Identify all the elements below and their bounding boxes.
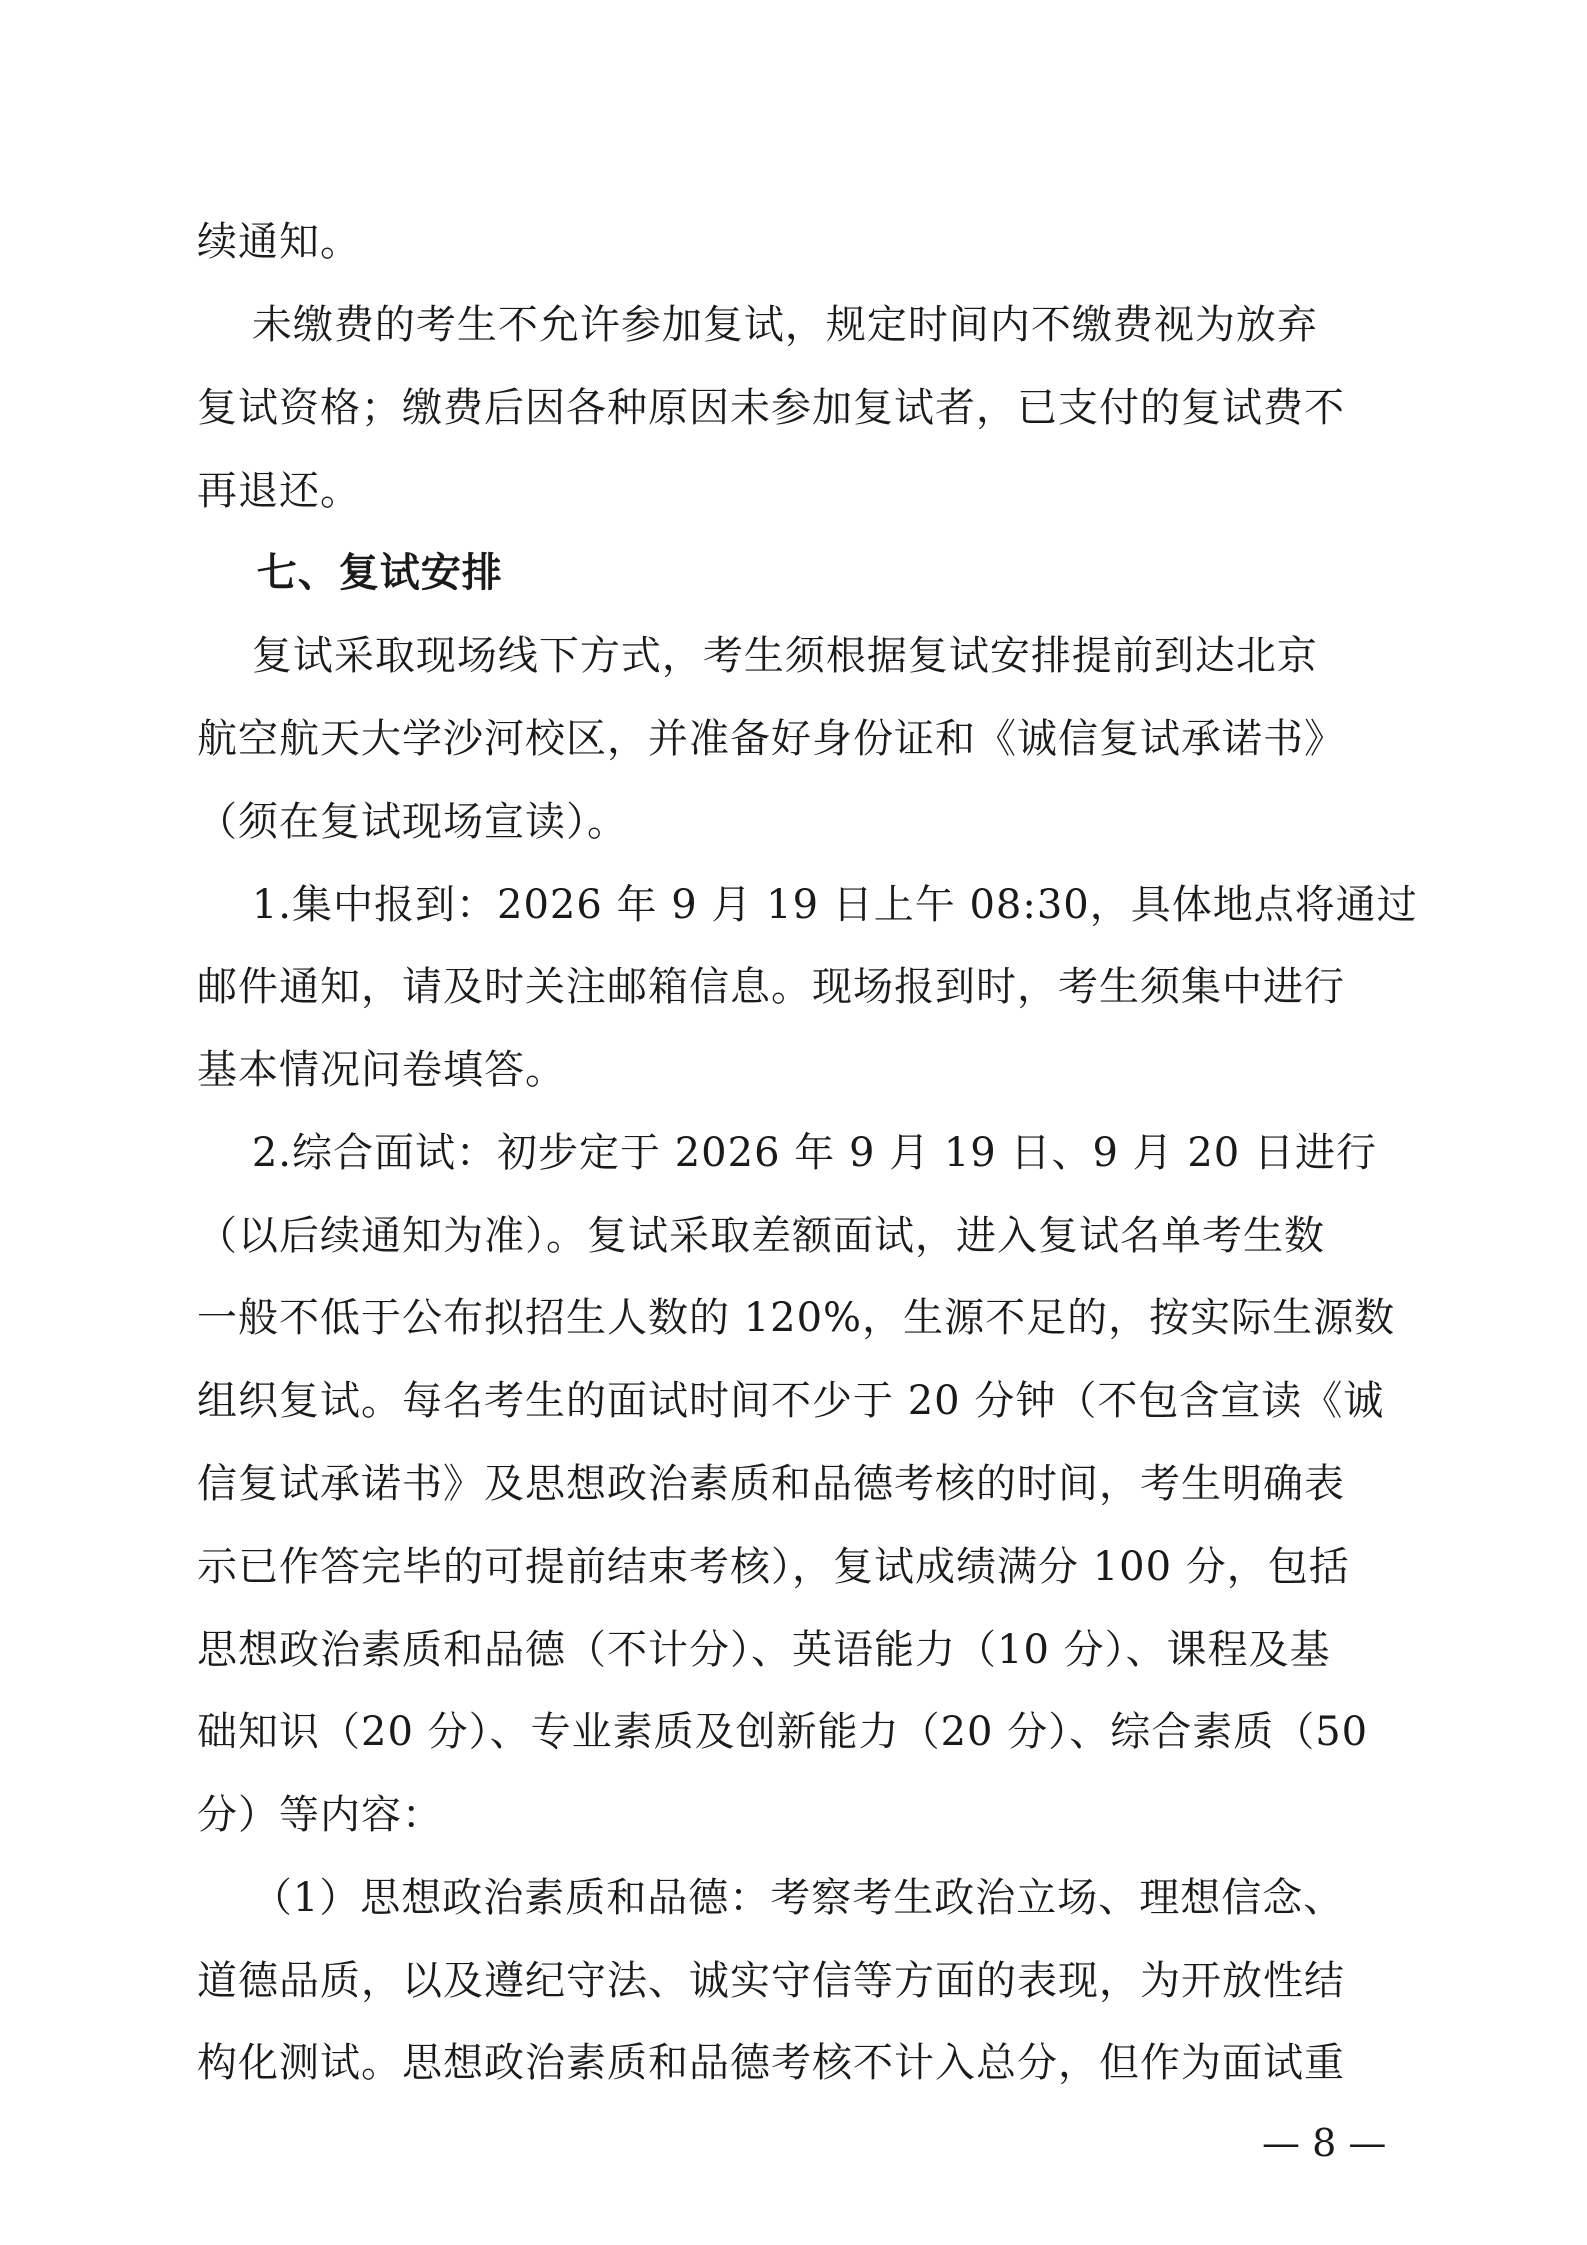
text-line: 构化测试。思想政治素质和品德考核不计入总分，但作为面试重 xyxy=(197,2040,1345,2086)
text-line: 分）等内容： xyxy=(197,1792,443,1838)
text-line: 信复试承诺书》及思想政治素质和品德考核的时间，考生明确表 xyxy=(197,1461,1345,1507)
paragraph-political-quality: （1）思想政治素质和品德：考察考生政治立场、理想信念、 xyxy=(197,1875,1345,1921)
text-line: 再退还。 xyxy=(197,468,361,514)
paragraph-check-in: 1.集中报到：2026 年 9 月 19 日上午 08:30，具体地点将通过 xyxy=(197,882,1418,928)
section-heading-retest-arrangement: 七、复试安排 xyxy=(197,550,503,596)
text-line: 基本情况问卷填答。 xyxy=(197,1047,566,1093)
paragraph-retest-method: 复试采取现场线下方式，考生须根据复试安排提前到达北京 xyxy=(197,633,1318,679)
text-line: 道德品质，以及遵纪守法、诚实守信等方面的表现，为开放性结 xyxy=(197,1958,1345,2004)
text-line: 一般不低于公布拟招生人数的 120%，生源不足的，按实际生源数 xyxy=(197,1295,1396,1341)
page-number: — 8 — xyxy=(1262,2121,1387,2165)
paragraph-fee-policy: 未缴费的考生不允许参加复试，规定时间内不缴费视为放弃 xyxy=(197,302,1318,348)
text-line: 示已作答完毕的可提前结束考核），复试成绩满分 100 分，包括 xyxy=(197,1544,1350,1590)
text-line: 组织复试。每名考生的面试时间不少于 20 分钟（不包含宣读《诚 xyxy=(197,1378,1385,1424)
text-line: 础知识（20 分）、专业素质及创新能力（20 分）、综合素质（50 xyxy=(197,1709,1369,1755)
text-line-continued: 续通知。 xyxy=(197,219,361,265)
text-line: 复试资格；缴费后因各种原因未参加复试者，已支付的复试费不 xyxy=(197,385,1345,431)
text-line: （须在复试现场宣读）。 xyxy=(197,799,628,845)
paragraph-comprehensive-interview: 2.综合面试：初步定于 2026 年 9 月 19 日、9 月 20 日进行 xyxy=(197,1130,1377,1176)
text-line: 邮件通知，请及时关注邮箱信息。现场报到时，考生须集中进行 xyxy=(197,964,1345,1010)
text-line: 航空航天大学沙河校区，并准备好身份证和《诚信复试承诺书》 xyxy=(197,716,1345,762)
text-line: 思想政治素质和品德（不计分）、英语能力（10 分）、课程及基 xyxy=(197,1627,1331,1673)
text-line: （以后续通知为准）。复试采取差额面试，进入复试名单考生数 xyxy=(197,1213,1325,1259)
